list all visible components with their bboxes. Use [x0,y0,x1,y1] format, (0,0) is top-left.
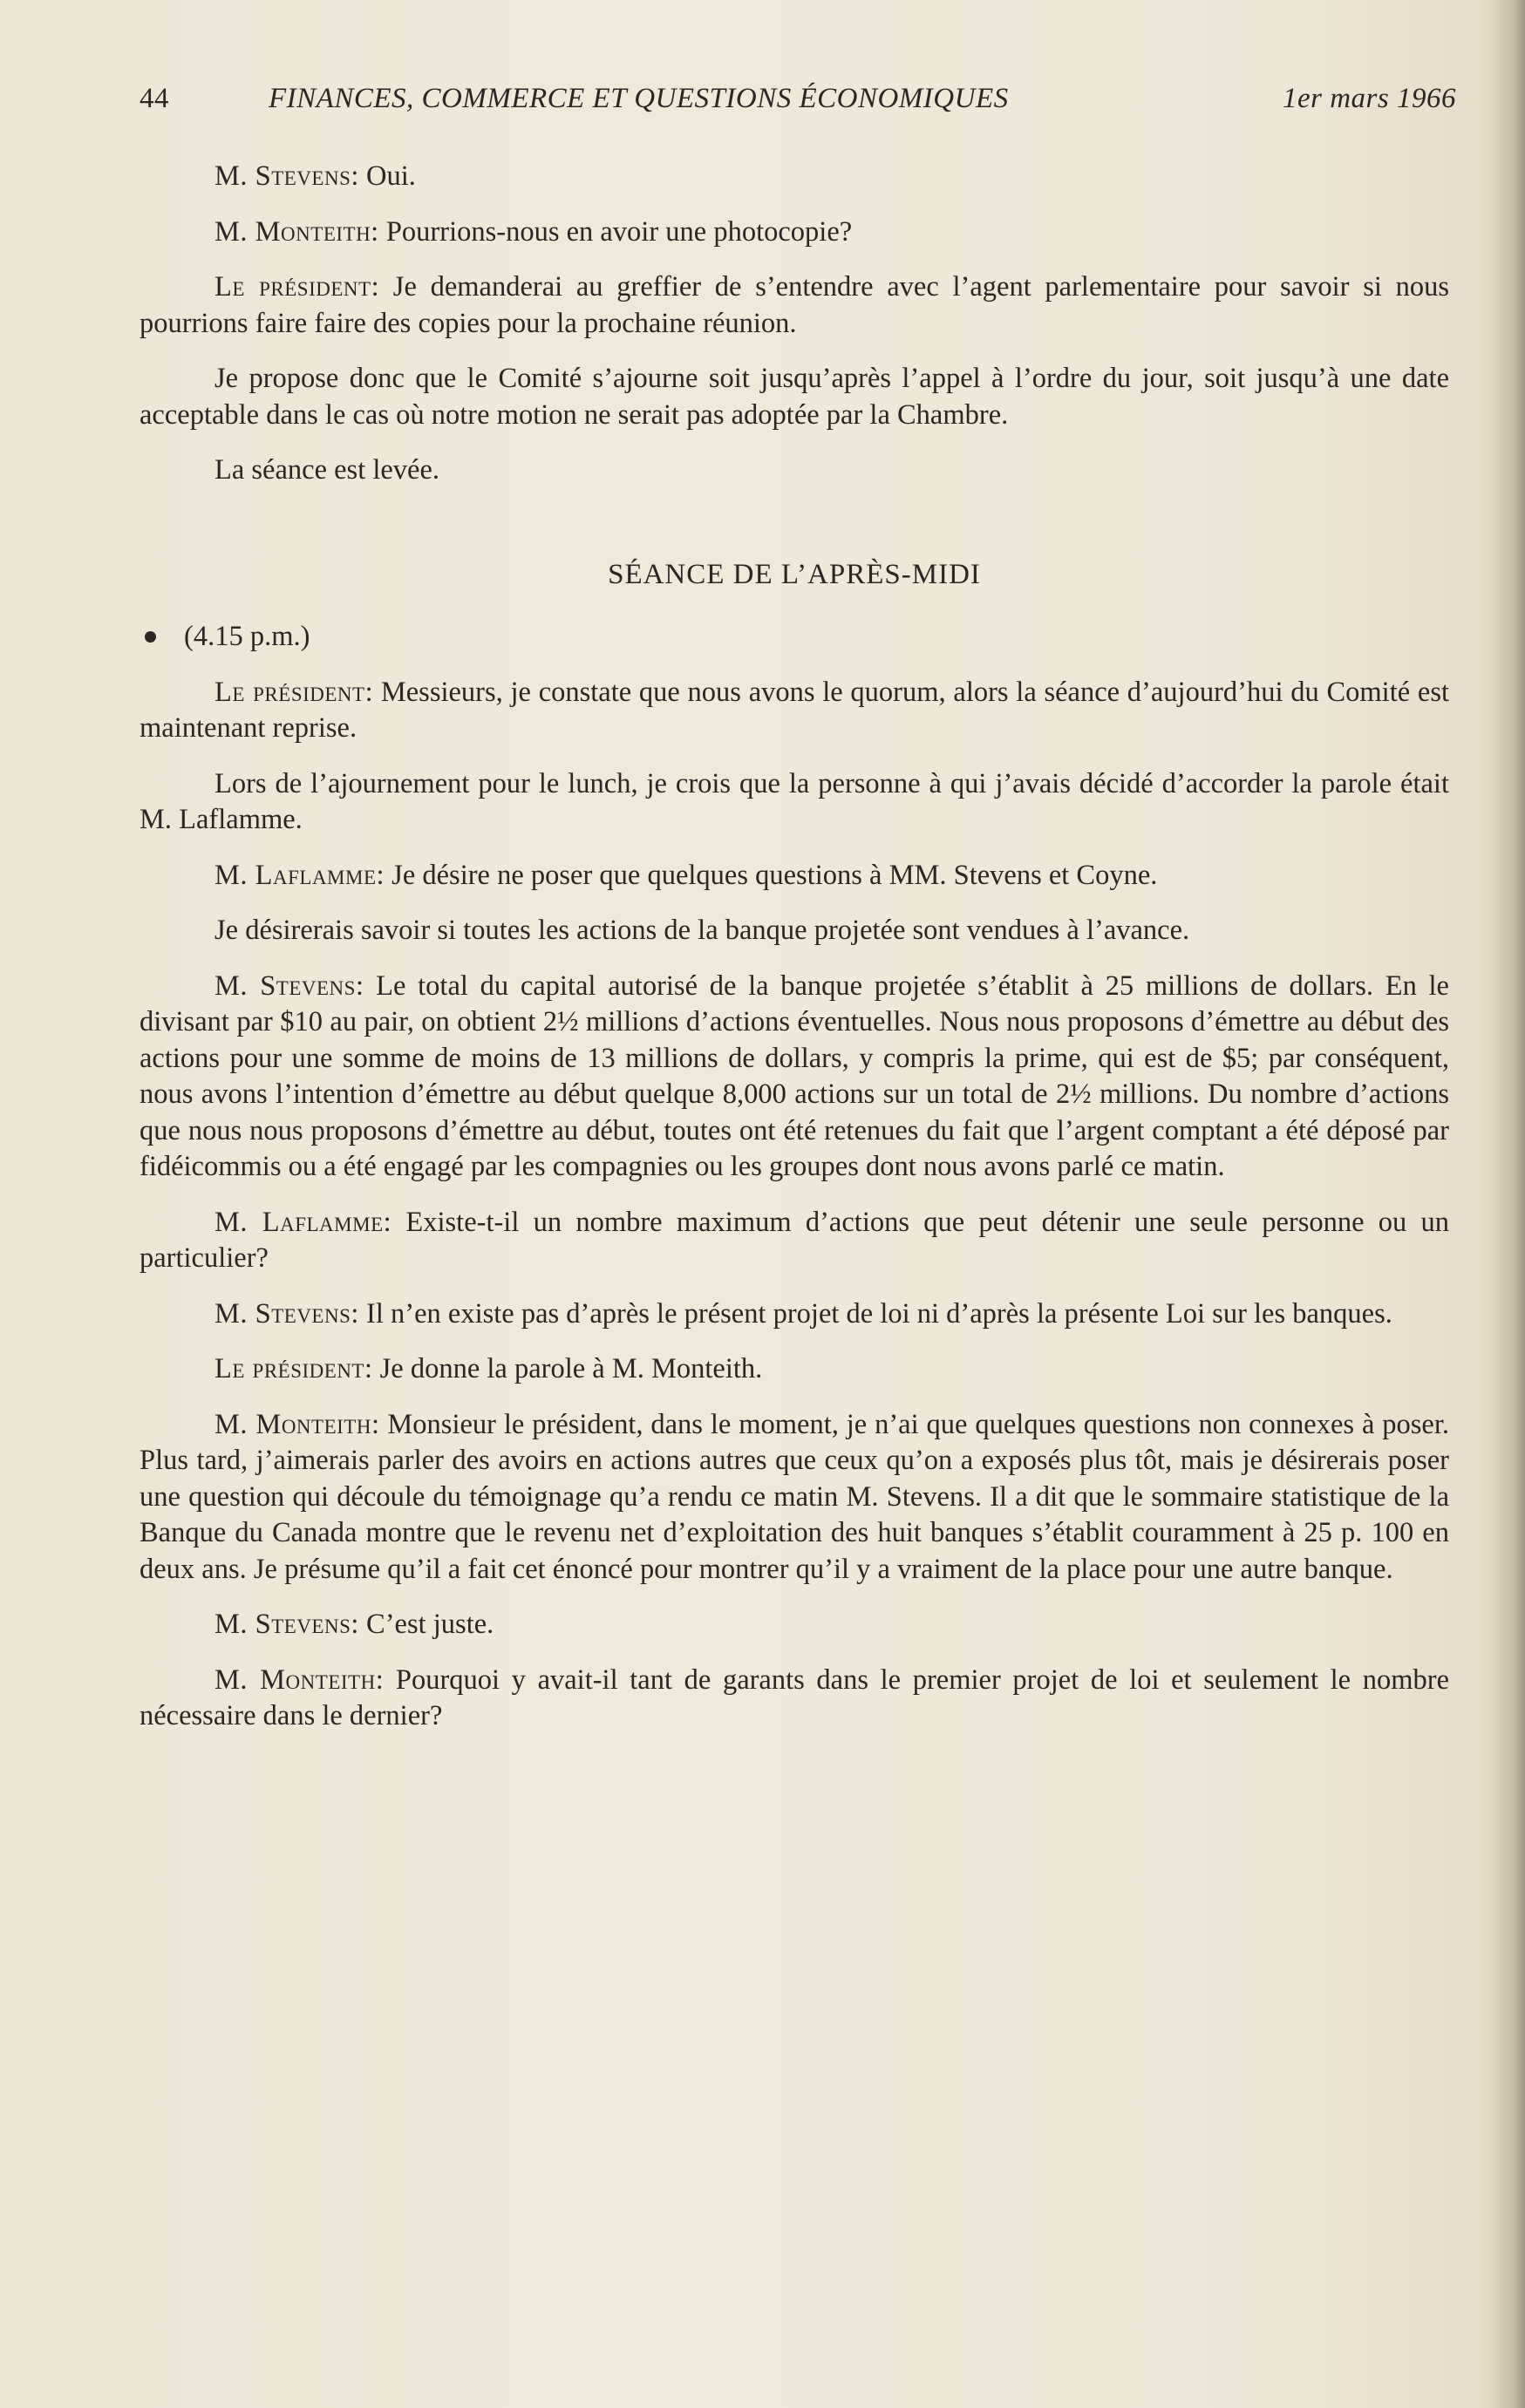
paragraph-text: Il n’en existe pas d’après le présent projet de loi ni d’après la présente Loi sur les banques. [358,1297,1392,1330]
speaker-name: M. Stevens: [214,969,364,1002]
paragraph [140,1607,1449,1643]
paragraph-text: Je demanderai au greffier de s’entendre avec l’agent parlementaire pour savoir si nous pourrions faire faire des copies pour la prochaine réunion. [140,271,1449,339]
speaker-name: M. Monteith: [214,215,379,248]
paragraph [140,969,1449,1186]
bullet-icon [145,631,156,643]
paragraphs-bottom [140,675,1449,1735]
speaker-name: Le président: [214,1353,373,1384]
page-number: 44 [140,83,169,114]
paragraph [140,159,1449,195]
paragraph [140,675,1449,747]
paragraph-text: Pourquoi y avait-il tant de garants dans le premier projet de loi et seulement le nombre nécessaire dans le dernier? [140,1663,1449,1731]
paragraph-text: Je donne la parole à M. Monteith. [372,1353,763,1384]
paragraph-text: C’est juste. [358,1609,494,1640]
paragraph [140,1296,1449,1333]
speaker-name: M. Stevens: [214,160,359,192]
paragraph-text: Messieurs, je constate que nous avons le quorum, alors la séance d’aujourd’hui du Comité est maintenant reprise. [140,676,1450,744]
document-body [140,159,1449,1754]
speaker-name: Le président: [214,271,380,303]
paragraph-text: Le total du capital autorisé de la banque projetée s’établit à 25 millions de dollars. En le divisant par $10 au pair, on obtient 2½ millions d’actions éventuelles. Nous nous proposons d’émettre au début des actions pour une somme de moins de 13 millions de dollars, y compris la prime, qui est de $5; par conséquent, nous avons l’intention d’émettre au début quelque 8,000 actions sur un total de 2½ millions. Du nombre d’actions que nous nous proposons d’émettre au début, toutes ont été retenues du fait que l’argent comptant a été déposé par fidéicommis ou a été engagé par les compagnies ou les groupes dont nous avons parlé ce matin. [140,969,1449,1182]
speaker-name: M. Laflamme: [214,859,385,891]
paragraph-text: Pourrions-nous en avoir une photocopie? [378,215,853,248]
time-marker-line [140,619,1449,656]
paragraph [140,858,1449,894]
paragraph-text: Je désire ne poser que quelques questions à MM. Stevens et Coyne. [385,859,1158,891]
paragraph-text: Lors de l’ajournement pour le lunch, je crois que la personne à qui j’avais décidé d’accorder la parole était M. Laflamme. [140,767,1449,835]
paragraph [140,1407,1449,1588]
time-marker: (4.15 p.m.) [184,621,310,652]
paragraph-text: Existe-t-il un nombre maximum d’actions que peut détenir une seule personne ou un particulier? [140,1206,1449,1274]
paragraph [140,913,1449,949]
running-title: FINANCES, COMMERCE ET QUESTIONS ÉCONOMIQUES [269,83,1009,114]
speaker-name: M. Laflamme: [214,1206,392,1238]
paragraph [140,452,1449,489]
page-edge-shadow [1495,0,1525,2408]
paragraph [140,1205,1449,1277]
paragraph-text: Je désirerais savoir si toutes les actions de la banque projetée sont vendues à l’avance. [214,915,1190,946]
paragraph [140,269,1449,342]
speaker-name: M. Stevens: [214,1609,359,1640]
paragraph [140,361,1449,433]
speaker-name: M. Monteith: [214,1408,380,1440]
speaker-name: M. Stevens: [214,1297,359,1330]
paragraph [140,1351,1449,1388]
speaker-name: Le président: [214,676,374,708]
speaker-name: M. Monteith: [214,1663,385,1696]
paragraph-text: Oui. [358,160,416,192]
paragraph-text: La séance est levée. [214,454,440,486]
paragraph [140,214,1449,251]
paragraphs-top [140,159,1449,489]
paragraph-text: Je propose donc que le Comité s’ajourne soit jusqu’après l’appel à l’ordre du jour, soit jusqu’à une date acceptable dans le cas où notre motion ne serait pas adoptée par la Chambre. [140,363,1449,431]
paragraph [140,766,1449,839]
section-heading: SÉANCE DE L’APRÈS-MIDI [608,558,981,590]
paragraph [140,1663,1449,1735]
running-header [140,83,1456,126]
paragraph-text: Monsieur le président, dans le moment, je n’ai que quelques questions non connexes à poser. Plus tard, j’aimerais parler des avoirs en actions autres que ceux qu’on a exposés plus tôt, mais je désirerais poser une question qui découle du témoignage qu’a rendu ce matin M. Stevens. Il a dit que le sommaire statistique de la Banque du Canada montre que le revenu net d’exploitation des huit banques s’établit couramment à 25 p. 100 en deux ans. Je présume qu’il a fait cet énoncé pour montrer qu’il y a vraiment de la place pour une autre banque. [140,1408,1449,1585]
running-date: 1er mars 1966 [1282,83,1456,114]
